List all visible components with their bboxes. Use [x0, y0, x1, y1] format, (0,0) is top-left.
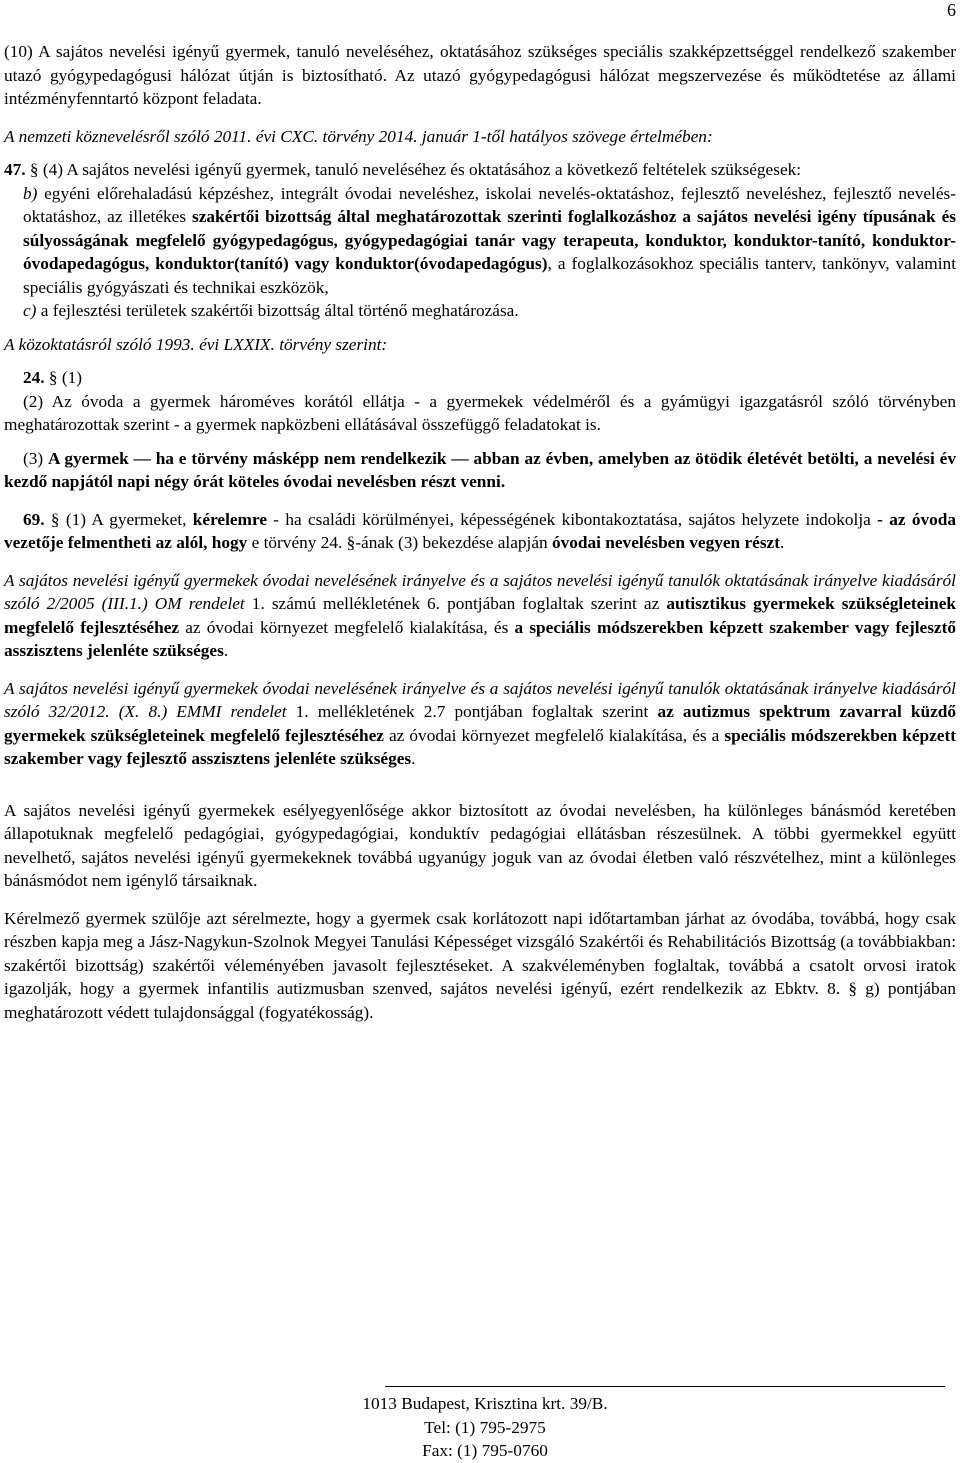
- paragraph-47: [4, 158, 956, 182]
- paragraph-emmi-rendelet: [4, 677, 956, 771]
- paragraph-24: [4, 366, 956, 390]
- text-run: az óvodai környezet megfelelő kialakítása, és: [179, 617, 515, 637]
- bold-run: az autizmus spektrum zavarral küzdő gyermekek szükségleteinek megfelelő fejlesztéséhez: [4, 702, 957, 745]
- bold-run: speciális módszerekben képzett szakember vagy fejlesztő asszisztens jelenléte szükséges: [4, 725, 956, 768]
- paragraph-kotv-reference: A közoktatásról szóló 1993. évi LXXIX. törvény szerint:: [4, 334, 388, 354]
- text-run: .: [411, 749, 416, 768]
- section-text: § (1): [44, 368, 83, 387]
- paragraph-utazo-halozat: (10) A sajátos nevelési igényű gyermek, tanuló neveléséhez, oktatásához szükséges speciális szakképzettséggel rendelkező szakember utazó gyógypedagógusi hálózat útján is biztosítható. Az utazó gyógypedagógusi hálózat megszervezése és működtetése az állami intézményfenntartó központ feladata.: [4, 42, 956, 108]
- text-run: 1. számú mellékletének 6. pontjában foglaltak szerint az: [244, 594, 667, 613]
- paragraph-47-c: [4, 299, 956, 323]
- section-number: 24.: [23, 368, 45, 387]
- paragraph-om-rendelet: [4, 569, 956, 663]
- section-text: § (4) A sajátos nevelési igényű gyermek, tanuló neveléséhez és oktatásához a következő feltételek szükségesek:: [25, 160, 802, 179]
- bold-run: óvodai nevelésben vegyen részt: [551, 533, 780, 552]
- text-run: § (1) A gyermeket,: [44, 509, 193, 529]
- italic-run: A sajátos nevelési igényű gyermekek óvodai nevelésének irányelve és a sajátos nevelési igényű tanulók oktatásának irányelve kiadásáról szóló 2/2005 (III.1.) OM rendelet: [4, 570, 956, 613]
- document-body: [4, 40, 956, 1024]
- bold-run: szakértői bizottság által meghatározottak szerinti foglalkozáshoz a sajátos nevelési igény típusának és súlyosságának megfelelő gyógypedagógus, gyógypedagógiai tanár vagy terapeuta, konduktor, konduktor-tanító, konduktor-óvodapedagógus, konduktor(tanító) vagy konduktor(óvodapedagógus): [23, 207, 956, 273]
- footer: [300, 1392, 670, 1463]
- point-letter: c): [23, 301, 37, 320]
- paragraph-nkt-reference: A nemzeti köznevelésről szóló 2011. évi CXC. törvény 2014. január 1-től hatályos szövege értelmében:: [4, 126, 713, 146]
- paragraph-47-b: [4, 182, 956, 300]
- paragraph-69: [4, 508, 956, 555]
- footer-address: 1013 Budapest, Krisztina krt. 39/B.: [362, 1394, 608, 1413]
- text-run: az óvodai környezet megfelelő kialakítása, és a: [383, 725, 725, 745]
- italic-run: A sajátos nevelési igényű gyermekek óvodai nevelésének irányelve és a sajátos nevelési igényű tanulók oktatásának irányelve kiadásáról szóló 32/2012. (X. 8.) EMMI rendelet: [4, 678, 956, 721]
- section-number: 69.: [23, 509, 45, 529]
- footer-phone: Tel: (1) 795-2975: [424, 1417, 546, 1437]
- paragraph-24-3: [4, 447, 956, 494]
- page-number: 6: [947, 0, 956, 20]
- text-run: e törvény 24. §-ának (3) bekezdése alapján: [247, 533, 552, 552]
- text-run: , a foglalkozásokhoz speciális tanterv, tankönyv, valamint speciális gyógyászati és technikai eszközök,: [23, 254, 956, 297]
- paragraph-kerelmezo: Kérelmező gyermek szülője azt sérelmezte, hogy a gyermek csak korlátozott napi időtartamban járhat az óvodába, továbbá, hogy csak részben kapja meg a Jász-Nagykun-Szolnok Megyei Tanulási Képességet vizsgáló Szakértői és Rehabilitációs Bizottság (a továbbiakban: szakértői bizottság) szakértői véleményében javasolt fejlesztéseket. A szakvéleményben foglaltak, továbbá a csatolt orvosi iratok igazolják, hogy a gyermek infantilis autizmusban szenved, sajátos nevelési igényű, ezért rendelkezik az Ebktv. 8. § g) pontjában meghatározott védett tulajdonsággal (fogyatékosság).: [4, 908, 956, 1022]
- paragraph-24-2: (2) Az óvoda a gyermek hároméves korától ellátja - a gyermekek védelméről és a gyámügyi igazgatásról szóló törvényben meghatározottak szerint - a gyermek napközbeni ellátásával összefüggő feladatokat is.: [4, 391, 956, 434]
- bold-run: A gyermek ― ha e törvény másképp nem rendelkezik ― abban az évben, amelyben az ötödik életévét betölti, a nevelési év kezdő napjától napi négy órát köteles óvodai nevelésben részt venni.: [4, 448, 956, 491]
- text-run: (3): [23, 448, 49, 468]
- text-run: a fejlesztési területek szakértői bizottság által történő meghatározása.: [36, 301, 519, 320]
- bold-run: a speciális módszerekben képzett szakember vagy fejlesztő asszisztens jelenléte szükséges: [4, 617, 956, 660]
- bold-run: - az óvoda vezetője felmentheti az alól, hogy: [4, 509, 956, 552]
- footer-fax: Fax: (1) 795-0760: [422, 1441, 548, 1460]
- text-run: .: [779, 533, 785, 552]
- point-letter: b): [23, 183, 38, 203]
- bold-run: autisztikus gyermekek szükségleteinek megfelelő fejlesztéséhez: [4, 594, 956, 637]
- text-run: egyéni előrehaladású képzéshez, integrált óvodai neveléshez, iskolai nevelés-oktatáshoz, fejlesztő neveléshez, fejlesztő nevelés-oktatáshoz, az illetékes: [23, 183, 956, 226]
- text-run: - ha családi körülményei, képességének kibontakoztatása, sajátos helyzete indokolja: [267, 509, 878, 529]
- paragraph-eselyegyenloseg: A sajátos nevelési igényű gyermekek esélyegyenlősége akkor biztosított az óvodai nevelésben, ha különleges bánásmód keretében állapotuknak megfelelő pedagógiai, gyógypedagógiai, konduktív pedagógiai ellátásban részesülnek. A többi gyermekkel együtt nevelhető, sajátos nevelési igényű gyermekeknek továbbá ugyanúgy joguk van az óvodai életben való részvételhez, mint a különleges bánásmódot nem igénylő társaiknak.: [4, 800, 956, 890]
- text-run: .: [223, 641, 229, 660]
- section-number: 47.: [4, 160, 26, 179]
- footer-divider: [385, 1386, 945, 1387]
- text-run: 1. mellékletének 2.7 pontjában foglaltak szerint: [286, 702, 658, 721]
- bold-run: kérelemre: [192, 509, 267, 529]
